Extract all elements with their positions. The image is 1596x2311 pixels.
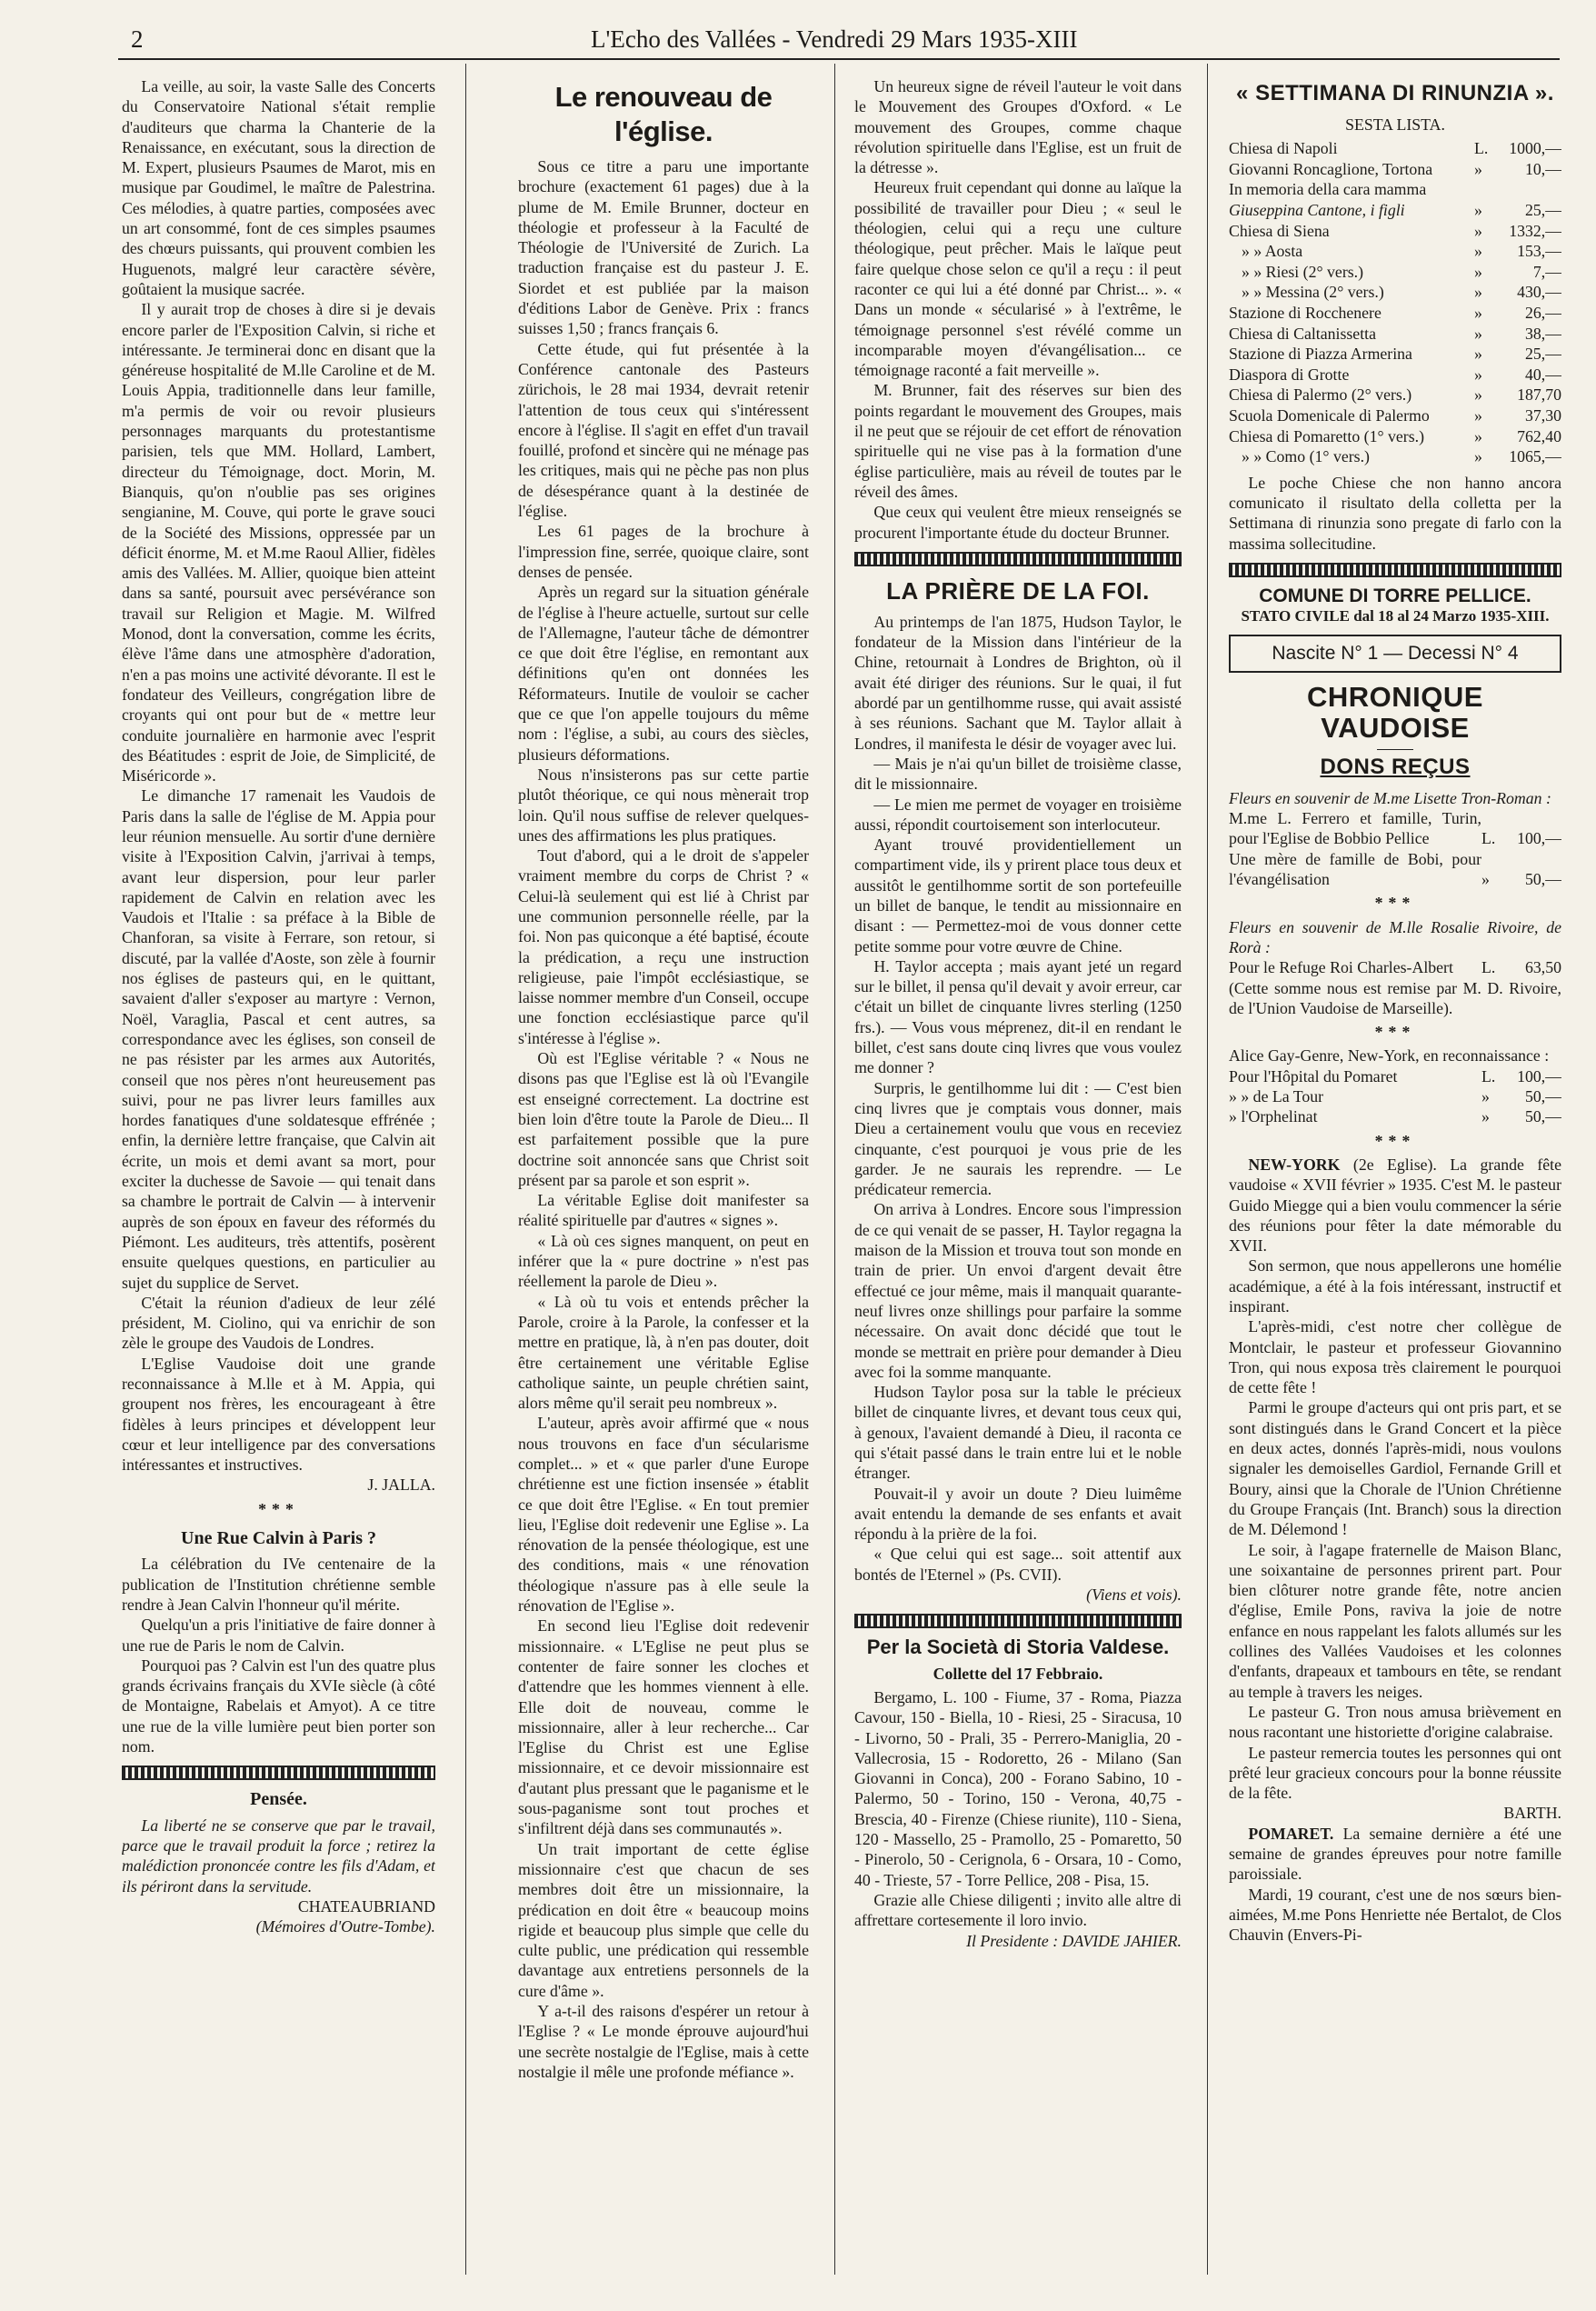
paragraph: Le soir, à l'agape fraternelle de Maison Blanc, une soixantaine de personnes prirent part. Pour bien clôturer notre grande fête, notre ancien d'église, Emile Pons, raviva la joie de notre enfance en nous rappelant les falots allumés sur les collines des Vallées Vaudoises et les colonnes d'enfants, drapeaux et tambours en tête, se rendant au temple à travers les neiges. [1229,1540,1561,1701]
paragraph: Le pasteur G. Tron nous amusa brièvement en nous racontant une historiette d'origine calabraise. [1229,1702,1561,1742]
rinunzia-row [1229,405,1561,426]
paragraph: Cette étude, qui fut présentée à la Conférence cantonale des Pasteurs zürichois, le 28 mai 1934, devrait retenir l'attention de tous ceux qui s'intéressent encore à l'église. Il s'agit en effet d'un travail fouillé, profond et sincère qui ne ménage pas les critiques, mais qui ne pèche pas non plus de désespérance quant à la destinée de l'église. [518,339,809,521]
rinunzia-label: Chiesa di Siena [1229,221,1330,240]
collette-title: Collette del 17 Febbraio. [933,1664,1103,1683]
ornamental-rule [122,1766,435,1780]
don-mark: L. [1481,829,1496,848]
stato-civile: STATO CIVILE dal 18 al 24 Marzo 1935-XIII. [1241,607,1550,625]
don-mark: » [1481,1087,1490,1106]
paragraph: Nous n'insisterons pas sur cette partie plutôt théorique, ce qui nous mènerait trop loin. Qu'il nous suffise de relever quelques-unes des affirmations les plus pratiques. [518,765,809,845]
newyork-signature: BARTH. [1503,1804,1561,1823]
article-signature: J. JALLA. [367,1476,435,1495]
rinunzia-mark: » [1474,406,1482,425]
rinunzia-mark: » [1474,201,1482,220]
paragraph: Mardi, 19 courant, c'est une de nos sœurs bien-aimées, M.me Pons Henriette née Bertalot, de Clos Chauvin (Envers-Pi- [1229,1885,1561,1945]
rinunzia-row [1229,426,1561,447]
dons-intro: Fleurs en souvenir de M.lle Rosalie Rivoire, de Rorà : [1229,917,1561,956]
rinunzia-label: Diaspora di Grotte [1229,365,1350,384]
rinunzia-mark: » [1474,242,1482,261]
pomaret-text: La semaine dernière a été une semaine de grandes épreuves pour notre famille paroissiale. [1229,1824,1561,1884]
pomaret-lead: POMARET. [1248,1824,1334,1843]
nascite-box: Nascite N° 1 — Decessi N° 4 [1229,635,1561,673]
dons-note: (Cette somme nous est remise par M. D. Rivoire, de l'Union Vaudoise de Marseille). [1229,978,1561,1017]
don-mark: » [1481,870,1490,889]
dons-title: DONS REÇUS [1320,754,1471,779]
don-label: » » de La Tour [1229,1087,1324,1106]
rinunzia-mark: » [1474,365,1482,384]
ornamental-rule [854,552,1182,566]
renouveau-title: Le renouveau de l'église. [554,81,773,147]
paragraph: « Que celui qui est sage... soit attentif aux bontés de l'Eternel » (Ps. CVII). [854,1545,1182,1584]
paragraph: La célébration du IVe centenaire de la publication de l'Institution chrétienne semble rendre à Jean Calvin l'honneur qu'il mérite. [122,1555,435,1614]
ornamental-rule [854,1614,1182,1628]
rinunzia-mark: » [1474,447,1482,466]
pensee-text: La liberté ne se conserve que par le travail, parce que le travail produit la force ; retirez la malédiction prononcée contre les fils d'Adam, et ils périront dans la servitude. [122,1816,435,1896]
priere-source: (Viens et vois). [1086,1586,1182,1605]
don-mark: L. [1481,958,1496,977]
rinunzia-row [1229,179,1561,200]
rinunzia-label: » » Como (1° vers.) [1242,447,1370,466]
don-label: Pour l'Hôpital du Pomaret [1229,1066,1398,1085]
column-divider [465,64,466,2275]
rinunzia-row [1229,241,1561,262]
paragraph: Le pasteur remercia toutes les personnes qui ont prêté leur gracieux concours pour la bonne réussite de la fête. [1229,1743,1561,1803]
rinunzia-label: In memoria della cara mamma [1229,180,1427,199]
rinunzia-amount: 25,— [1524,345,1561,364]
paragraph: Que ceux qui veulent être mieux renseignés se procurent l'importante étude du docteur Brunner. [854,503,1182,542]
don-label: Une mère de famille de Bobi, pour l'évangélisation [1229,849,1481,889]
pensee-title: Pensée. [250,1789,307,1810]
column-4 [1229,76,1561,2275]
rinunzia-label: Stazione di Rocchenere [1229,304,1382,323]
rinunzia-row [1229,282,1561,303]
rinunzia-amount: 187,70 [1517,385,1561,405]
grazie-text: Grazie alle Chiese diligenti ; invito alle altre di affrettare cortesemente il loro invio. [854,1890,1182,1930]
paragraph: L'Eglise Vaudoise doit une grande reconnaissance à M.lle et à M. Appia, qui groupent nos frères, les encourageant à être fidèles à leurs principes et développent leur cœur et leur intelligence par des conversations intéressantes et instructives. [122,1354,435,1475]
paragraph: — Le mien me permet de voyager en troisième aussi, répondit courtoisement son interlocuteur. [854,795,1182,834]
paragraph: Ayant trouvé providentiellement un compartiment vide, ils y prirent place tous deux et aussitôt le gentilhomme sortit de son portefeuille un billet de banque, le tendit au missionnaire en disant : — Permettez-moi de vous donner cette petite somme pour votre œuvre de Chine. [854,835,1182,955]
newyork-paragraph [1229,1155,1561,1256]
rinunzia-amount [1505,179,1561,200]
rinunzia-label: » » Riesi (2° vers.) [1242,262,1364,281]
paragraph: L'après-midi, c'est notre cher collègue de Montclair, le pasteur et professeur Giovannino Tron, qui nous exposa très clairement le pourquoi de cette fête ! [1229,1317,1561,1397]
column-1 [122,76,435,2275]
rinunzia-row [1229,446,1561,467]
don-label: » l'Orphelinat [1229,1107,1318,1126]
paragraph: Un heureux signe de réveil l'auteur le voit dans le Mouvement des Groupes d'Oxford. « Le mouvement des Groupes, comme chaque révolution spirituelle dans l'Eglise, est un fruit de la détresse ». [854,77,1182,177]
rinunzia-row [1229,324,1561,345]
pensee-author: CHATEAUBRIAND [297,1896,435,1916]
paragraph: Les 61 pages de la brochure à l'impression fine, serrée, quoique claire, sont denses de pensée. [518,522,809,581]
running-title: L'Echo des Vallées - Vendredi 29 Mars 1935-XIII [591,25,1078,53]
don-row [1229,808,1561,849]
rinunzia-note: Le poche Chiese che non hanno ancora comunicato il risultato della colletta per la Settimana di rinunzia sono pregate di farlo con la massima sollecitudine. [1229,473,1561,553]
don-row [1229,1106,1561,1126]
rinunzia-label: » » Aosta [1242,242,1303,261]
sesta-lista: SESTA LISTA. [1345,115,1445,134]
rinunzia-row [1229,385,1561,405]
ornamental-rule [1229,563,1561,577]
don-amount: 50,— [1524,1087,1561,1106]
don-row [1229,849,1561,890]
rinunzia-amount: 26,— [1524,304,1561,323]
paragraph: Pouvait-il y avoir un doute ? Dieu luimême avait entendu la demande de ses enfants et avait répondu à la prière de la foi. [854,1484,1182,1544]
collette-list: Bergamo, L. 100 - Fiume, 37 - Roma, Piazza Cavour, 150 - Biella, 10 - Riesi, 25 - Siracusa, 10 - Livorno, 50 - Prali, 35 - Perrero-Maniglia, 20 - Vallecrosia, 15 - Rodoretto, 26 - Milano (San Giovanni in Conca), 200 - Forano Sabino, 10 - Palermo, 50 - Torino, 150 - Verona, 40,75 - Brescia, 40 - Firenze (Chiese riunite), 110 - Siena, 120 - Massello, 25 - Pramollo, 25 - Pomaretto, 50 - Pinerolo, 50 - Cerignola, 6 - Orsara, 10 - Como, 40 - Trieste, 57 - Torre Pellice, 208 - Pisa, 15. [854,1687,1182,1889]
rinunzia-amount: 37,30 [1524,406,1561,425]
comune-title: COMUNE DI TORRE PELLICE. [1259,585,1531,606]
don-row [1229,957,1561,977]
priere-title: LA PRIÈRE DE LA FOI. [886,576,1150,605]
rinunzia-row [1229,200,1561,221]
paragraph: Au printemps de l'an 1875, Hudson Taylor, le fondateur de la Mission dans l'intérieur de la Chine, retournait à Londres de Brighton, où il avait été diriger des réunions. Sur le quai, il fut abordé par un gentilhomme russe, qui avait assisté à ses réunions. Sachant que M. Taylor allait à Londres, il manifesta le désir de voyager avec lui. [854,612,1182,753]
paragraph: C'était la réunion d'adieux de leur zélé président, M. Ciolino, qui va enrichir de son zèle le groupe des Vaudois de Londres. [122,1293,435,1353]
don-row [1229,1066,1561,1086]
rinunzia-amount: 40,— [1524,365,1561,384]
don-mark: » [1481,1107,1490,1126]
pensee-source: (Mémoires d'Outre-Tombe). [255,1917,435,1936]
rinunzia-mark: » [1474,345,1482,364]
dons-intro: Fleurs en souvenir de M.me Lisette Tron-Roman : [1229,788,1551,807]
rinunzia-label: » » Messina (2° vers.) [1242,283,1384,302]
rinunzia-amount: 10,— [1524,159,1561,178]
rinunzia-row [1229,138,1561,159]
paragraph: Où est l'Eglise véritable ? « Nous ne disons pas que l'Eglise est là où l'Evangile est enseigné correctement. La doctrine est bien loin d'être toute la Parole de Dieu... Il est parfaitement possible que la pure doctrine soit annoncée sans que Christ soit présent par sa parole et son esprit ». [518,1049,809,1189]
paragraph: Heureux fruit cependant qui donne au laïque la possibilité de travailler pour Dieu ; « seul le théologien, celui qui a reçu une culture théologique, peut prêcher. Mais le laïque peut faire quelque chose selon ce qu'il a reçu : il peut raconter ce qui lui a été donné par Christ... ». « Dans un monde « sécularisé » à l'extrême, le témoignage personnel s'est révélé comme un incomparable moyen d'évangélisation... ce témoignage raconté a fait merveille ». [854,178,1182,380]
societa-title: Per la Società di Storia Valdese. [866,1636,1170,1659]
don-amount: 63,50 [1524,958,1561,977]
paragraph: H. Taylor accepta ; mais ayant jeté un regard sur le billet, il pensa qu'il devait y avoir erreur, car c'était un billet de cinquante livres sterling (1250 frs.). — Vous vous méprenez, dit-il en rendant le billet, c'est sans doute cinq livres que vous voulez me donner ? [854,956,1182,1077]
rinunzia-row [1229,344,1561,365]
rinunzia-amount: 7,— [1532,262,1561,281]
separator-stars: *** [258,1499,299,1518]
header-rule [118,58,1560,60]
paragraph: Après un regard sur la situation générale de l'église à l'heure actuelle, surtout sur celle de l'Allemagne, l'auteur tâche de démontrer ce que doit être l'église, en remontant aux définitions qu'en ont données les Réformateurs. Inutile de vouloir se cacher que ce que l'on appelle toujours du même nom : l'église, a subi, au cours des siècles, plusieurs déformations. [518,583,809,764]
paragraph: Il y aurait trop de choses à dire si je devais encore parler de l'Exposition Calvin, si riche et intéressante. Je terminerai donc en disant que la généreuse hospitalité de M.lle Caroline et de M. Louis Appia, traditionnelle dans leur famille, m'a permis de voir ou revoir plusieurs personnages marquants du protestantisme parisien, tels que MM. Hollard, Lambert, directeur du Témoignage, doct. Morin, M. Bianquis, qu'on n'oublie pas ses origines sengianine, M. Couve, qui porte le grave souci de la Société des Missions, oppressée par un déficit énorme, M. et M.me Raoul Allier, fidèles amis des Vallées. M. Allier, quoique bien atteint dans sa santé, poursuit avec persévérance son travail sur Religion et Magie. M. Wilfred Monod, dont la conversation, comme les écrits, élève l'âme dans une atmosphère d'adoration, n'en a pas moins une activité dévorante. Il est le fondateur des Veilleurs, congrégation libre de croyants qui ont pour but de « mettre leur conduite journalière en harmonie avec l'esprit des Béatitudes : esprit de Joie, de Simplicité, de Miséricorde ». [122,300,435,785]
paragraph: Hudson Taylor posa sur la table le précieux billet de cinquante livres, et devant tous ceux qui, à genoux, l'avaient demandé à Dieu, il raconta ce qui s'était passé dans le train entre lui et le noble étranger. [854,1383,1182,1483]
rinunzia-mark: » [1474,426,1482,445]
rinunzia-amount: 1000,— [1509,139,1561,158]
dons-list-b [1229,957,1561,977]
paragraph: Son sermon, que nous appellerons une homélie académique, a été à la fois intéressant, instructif et inspirant. [1229,1256,1561,1316]
rinunzia-mark [1474,179,1505,200]
paragraph: Le dimanche 17 ramenait les Vaudois de Paris dans la salle de l'église de M. Appia pour leur réunion mensuelle. Au sortir d'une dernière visite à l'Exposition Calvin, j'arrivai à temps, avant leur dispersion, pour leur parler rapidement de Calvin en relation avec les Vaudois et l'Italie : sa préface à la Bible de Chanforan, sa visite à Ferrare, son retour, si discuté, par la vallée d'Aoste, son zèle à fournir nos églises de pasteurs qui, en le quittant, savaient d'aller s'exposer au martyre : Vernon, Noël, Varaglia, Pascal et cent autres, sa correspondance avec les églises, son conseil de ne pas résister par les armes aux Autorités, conseil que nos pères n'ont heureusement pas suivi, pour ne pas livrer leurs familles aux hordes fanatiques d'une soldatesque effrénée ; enfin, la dernière lettre française, que Calvin ait écrite, un mois et demi avant sa mort, pour exciter la duchesse de Savoie — qui tenait dans sa chambre le portrait de Calvin — à intervenir auprès de son époux en faveur des réformés du Piémont. Les auditeurs, très attentifs, posèrent ensuite quelques questions, en particulier au sujet du supplice de Servet. [122,786,435,1292]
paragraph: Quelqu'un a pris l'initiative de faire donner à une rue de Paris le nom de Calvin. [122,1616,435,1655]
don-label: M.me L. Ferrero et famille, Turin, pour l'Eglise de Bobbio Pellice [1229,809,1481,848]
don-label: Pour le Refuge Roi Charles-Albert [1229,958,1453,977]
newyork-lead: NEW-YORK [1248,1155,1341,1174]
paragraph: Un trait important de cette église missionnaire c'est que chacun de ses membres doit être un missionnaire, la prédication en doit être « beaucoup moins rigide et beaucoup plus simple que celle du culte public, une prédication qui ressemble davantage aux entretiens personnels de la cure d'âme ». [518,1839,809,2000]
title-rule [1377,749,1413,750]
rinunzia-mark: » [1474,324,1482,343]
paragraph: L'auteur, après avoir affirmé que « nous nous trouvons en face d'un sécularisme complet... » et « que parler d'une Europe chrétienne est une fiction insensée » établit ce que doit être l'Eglise. « En tout premier lieu, l'Eglise doit redevenir une Eglise ». La rénovation de la pensée théologique, est une des conditions, mais « une rénovation théologique n'assure pas à elle seule la rénovation de l'Eglise ». [518,1414,809,1616]
paragraph: Y a-t-il des raisons d'espérer un retour à l'Eglise ? « Le monde éprouve aujourd'hui une secrète nostalgie de l'Eglise, mais à cette nostalgie il mêle une profonde méfiance ». [518,2002,809,2081]
paragraph: On arriva à Londres. Encore sous l'impression de ce qui venait de se passer, H. Taylor regagna la maison de la Mission et trouva tout son monde en train de prier. Un envoi d'argent devait être effectué ce jour même, mais il manquait quarante-neuf livres onze shillings pour parfaire la somme nécessaire. On avait donc décidé que tout le monde se mettrait en prière pour demander à Dieu avec foi la somme manquante. [854,1200,1182,1381]
rinunzia-amount: 38,— [1524,324,1561,343]
rinunzia-mark: L. [1474,139,1489,158]
don-amount: 50,— [1524,1107,1561,1126]
rinunzia-label: Scuola Domenicale di Palermo [1229,406,1430,425]
pomaret-paragraph [1229,1824,1561,1885]
chronique-title: CHRONIQUE VAUDOISE [1307,680,1483,744]
column-divider [1207,64,1208,2275]
rinunzia-mark: » [1474,159,1482,178]
don-row [1229,1086,1561,1106]
rinunzia-mark: » [1474,262,1482,281]
column-2 [518,76,809,2275]
page-number: 2 [131,25,144,53]
rinunzia-amount: 1332,— [1509,221,1561,240]
rinunzia-table [1229,138,1561,467]
rinunzia-amount: 430,— [1517,283,1561,302]
paragraph: Parmi le groupe d'acteurs qui ont pris part, et se sont distingués dans le Grand Concert et la pièce en deux actes, donnés l'après-midi, nous voulons signaler les demoiselles Gardiol, Fernande Grill et Boury, ainsi que la Chorale de l'Union Chrétienne du Groupe Français (Int. Branch) sous la direction de M. Délemond ! [1229,1398,1561,1539]
paragraph: Sous ce titre a paru une importante brochure (exactement 61 pages) due à la plume de M. Emile Brunner, docteur en théologie et professeur à la Faculté de Théologie de l'Université de Zurich. La traduction française est du pasteur J. E. Siordet et est publiée par la maison d'éditions Labor de Genève. Prix : francs suisses 1,50 ; francs français 6. [518,157,809,338]
don-amount: 100,— [1517,1066,1561,1085]
paragraph: — Mais je n'ai qu'un billet de troisième classe, dit le missionnaire. [854,754,1182,794]
rinunzia-label: Chiesa di Palermo (2° vers.) [1229,385,1412,405]
paragraph: En second lieu l'Eglise doit redevenir missionnaire. « L'Eglise ne peut plus se contenter de faire sonner les cloches et d'attendre que les hommes viennent à elle. Elle doit de nouveau, comme le missionnaire, aller à leur recherche... Car l'Eglise du Christ est une Eglise missionnaire, et ce devoir missionnaire est d'autant plus pressant que le paganisme et le sous-paganisme sont tout proches et s'infiltrent déjà dans ses communautés ». [518,1616,809,1838]
rinunzia-amount: 153,— [1517,242,1561,261]
paragraph: Tout d'abord, qui a le droit de s'appeler vraiment membre du corps de Christ ? « Celui-là seulement qui est lié à Christ par une communion personnelle réelle, par la foi. Non pas quiconque a été baptisé, écoute la prédication, a reçu une instruction religieuse, paie l'impôt ecclésiastique, se laisse nommer membre d'un Conseil, occupe une fonction ecclésiastique parce qu'il s'intéresse à l'église ». [518,846,809,1047]
settimana-title: « SETTIMANA DI RINUNZIA ». [1236,81,1554,105]
rinunzia-row [1229,159,1561,180]
dons-list-a [1229,808,1561,889]
alice-line: Alice Gay-Genre, New-York, en reconnaissance : [1229,1046,1550,1065]
presidente-signature: Il Presidente : DAVIDE JAHIER. [966,1931,1182,1950]
rinunzia-row [1229,221,1561,242]
rinunzia-label: Stazione di Piazza Armerina [1229,345,1412,364]
rinunzia-amount: 762,40 [1517,426,1561,445]
rinunzia-mark: » [1474,283,1482,302]
paragraph: « Là où ces signes manquent, on peut en inférer que la « pure doctrine » n'est pas réellement la parole de Dieu ». [518,1231,809,1291]
rinunzia-mark: » [1474,304,1482,323]
rinunzia-label: Giuseppina Cantone, i figli [1229,201,1405,220]
rinunzia-label: Chiesa di Napoli [1229,139,1338,158]
paragraph: M. Brunner, fait des réserves sur bien des points regardant le mouvement des Groupes, mais il ne peut que se réjouir de cet effort de rénovation spirituelle qui ne vise pas à la formation d'une église particulière, mais au réveil de toutes par le réveil des âmes. [854,381,1182,501]
rinunzia-row [1229,303,1561,324]
don-mark: L. [1481,1066,1496,1085]
rinunzia-amount: 1065,— [1509,447,1561,466]
rinunzia-row [1229,262,1561,283]
column-3 [854,76,1182,2275]
rinunzia-mark: » [1474,221,1482,240]
paragraph: La véritable Eglise doit manifester sa réalité spirituelle par d'autres « signes ». [518,1191,809,1230]
dons-list-c [1229,1066,1561,1127]
rinunzia-label: Chiesa di Caltanissetta [1229,324,1376,343]
page-header [118,25,1560,62]
newyork-text: (2e Eglise). La grande fête vaudoise « XVII février » 1935. C'est M. le pasteur Guido Miegge qui a bien voulu commencer la série des réunions pour fêter la date mémorable du XVII. [1229,1155,1561,1256]
paragraph: Pourquoi pas ? Calvin est l'un des quatre plus grands écrivains français du XVIe siècle (à côté de Montaigne, Rabelais et Amyot). A ce titre une rue de la ville lumière peut bien porter son nom. [122,1656,435,1756]
rue-calvin-title: Une Rue Calvin à Paris ? [181,1528,376,1549]
paragraph: La veille, au soir, la vaste Salle des Concerts du Conservatoire National s'était remplie d'auditeurs que charma la Chanterie de la Renaissance, en exécutant, sous la direction de M. Expert, plusieurs Psaumes de Marot, mis en musique par Goudimel, le maître de Palestrina. Ces mélodies, à quatre parties, composées avec un art consommé, font de ces simples psaumes des chœurs puissants, qui prouvent combien les Huguenots, malgré leur caractère sévère, goûtaient la musique sacrée. [122,77,435,298]
separator-stars: *** [1374,1131,1416,1150]
don-amount: 50,— [1524,870,1561,889]
don-amount: 100,— [1517,829,1561,848]
paragraph: Surpris, le gentilhomme lui dit : — C'est bien cinq livres que je comptais vous donner, mais Dieu a certainement voulu que vous en receviez cinquante, c'est pourquoi je vous prie de les garder. Je ne saurais les reprendre. — Le prédicateur remercia. [854,1078,1182,1199]
rinunzia-label: Giovanni Roncaglione, Tortona [1229,159,1433,178]
rinunzia-amount: 25,— [1524,201,1561,220]
rinunzia-row [1229,365,1561,385]
separator-stars: *** [1374,894,1416,913]
rinunzia-mark: » [1474,385,1482,405]
rinunzia-label: Chiesa di Pomaretto (1° vers.) [1229,426,1425,445]
paragraph: « Là où tu vois et entends prêcher la Parole, croire à la Parole, la confesser et la mettre en pratique, là, à n'en pas douter, doit être certainement une véritable Eglise catholique sainte, un peuple chrétien saint, alors même qu'il serait peu nombreux ». [518,1292,809,1413]
separator-stars: *** [1374,1023,1416,1042]
column-divider [834,64,835,2275]
